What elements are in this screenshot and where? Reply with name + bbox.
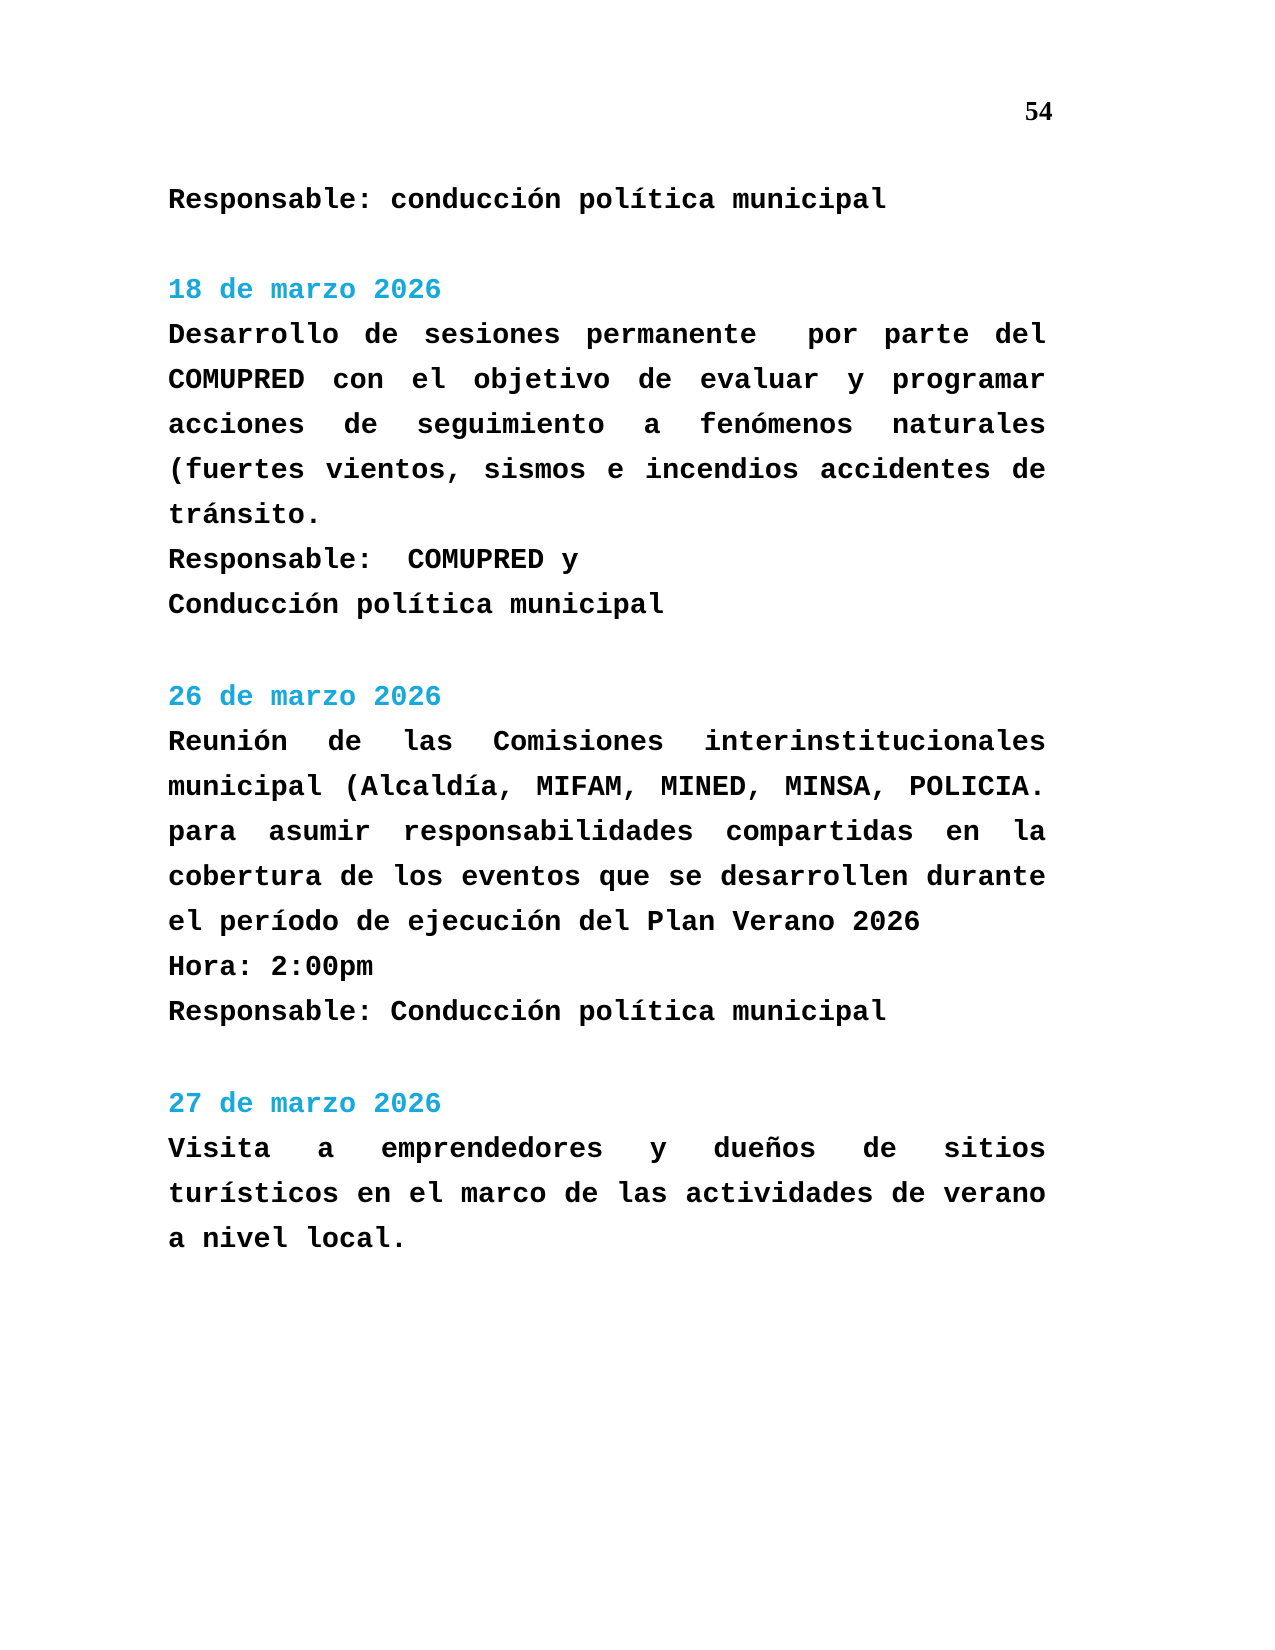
spacer [168, 1035, 1046, 1082]
intro-responsable-line: Responsable: conducción política municipal [168, 184, 887, 217]
section-line-26-marzo-responsable: Responsable: Conducción política municipal [168, 996, 887, 1029]
document-body [168, 178, 1064, 1262]
section-line-18-marzo-responsable: Responsable: COMUPRED y [168, 544, 579, 577]
section-27-marzo [168, 1082, 1064, 1262]
section-paragraph-26-marzo: Reunión de las Comisiones interinstitucionales municipal (Alcaldía, MIFAM, MINED, MINSA, POLICIA. para asumir responsabilidades compartidas en la cobertura de los eventos que se desarrollen durante el período de ejecución del Plan Verano 2026 [168, 726, 1064, 939]
page-number: 54 [1025, 96, 1053, 126]
section-26-marzo [168, 675, 1064, 1035]
spacer [168, 223, 1046, 268]
spacer [168, 628, 1046, 675]
date-heading-27-marzo: 27 de marzo 2026 [168, 1088, 442, 1121]
section-paragraph-27-marzo: Visita a emprendedores y dueños de sitios turísticos en el marco de las actividades de verano a nivel local. [168, 1133, 1064, 1256]
section-line-18-marzo-conduccion: Conducción política municipal [168, 589, 664, 622]
date-heading-26-marzo: 26 de marzo 2026 [168, 681, 442, 714]
section-18-marzo [168, 268, 1064, 628]
section-line-26-marzo-hora: Hora: 2:00pm [168, 951, 374, 984]
section-paragraph-18-marzo: Desarrollo de sesiones permanente por parte del COMUPRED con el objetivo de evaluar y programar acciones de seguimiento a fenómenos naturales (fuertes vientos, sismos e incendios accidentes de tránsito. [168, 319, 1064, 532]
date-heading-18-marzo: 18 de marzo 2026 [168, 274, 442, 307]
